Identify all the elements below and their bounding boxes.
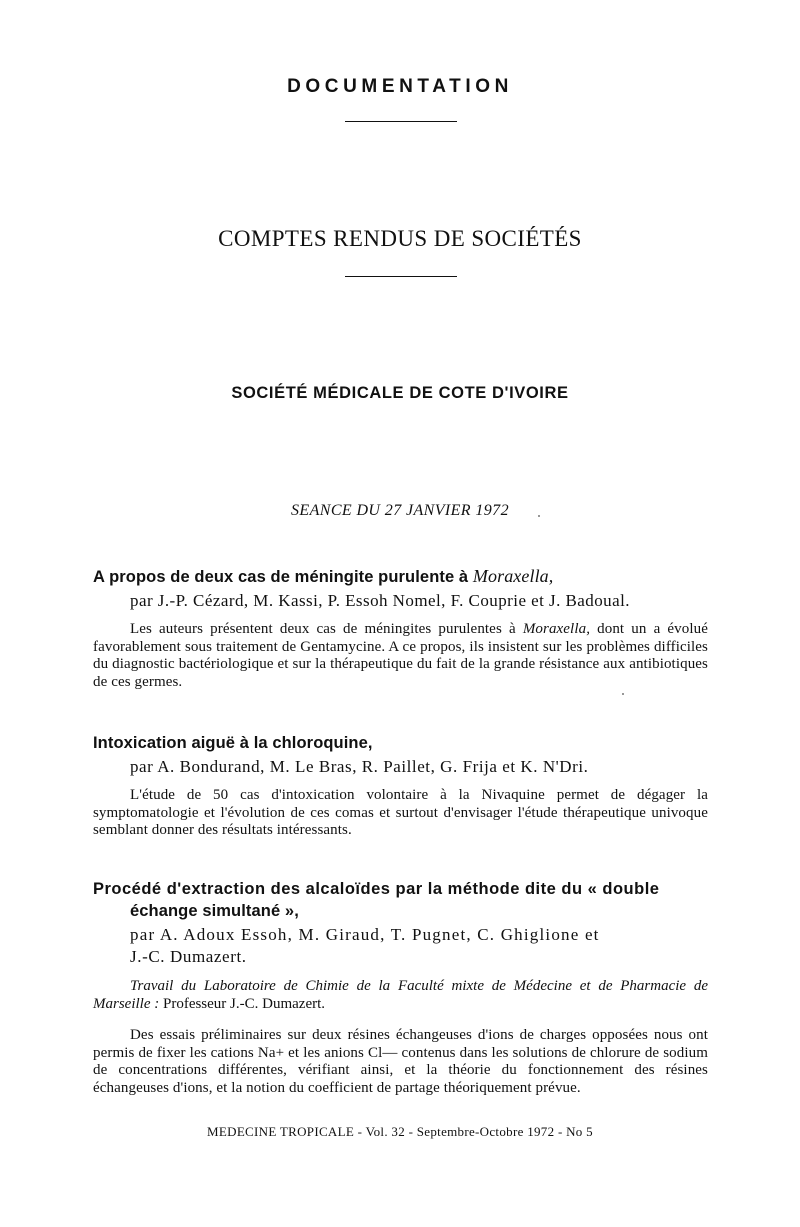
society-heading: SOCIÉTÉ MÉDICALE DE COTE D'IVOIRE (231, 384, 569, 402)
journal-footer: MEDECINE TROPICALE - Vol. 32 - Septembre-Octobre 1972 - No 5 (207, 1124, 593, 1139)
article-3-authors-line1: par A. Adoux Essoh, M. Giraud, T. Pugnet, C. Ghiglione et (130, 925, 600, 944)
rule-2 (345, 276, 457, 277)
seance-date: SEANCE DU 27 JANVIER 1972 (291, 502, 509, 519)
article-3-laboratory: Travail du Laboratoire de Chimie de la Faculté mixte de Médecine et de Pharmacie de Marseille : Professeur J.-C. Dumazert. (93, 978, 708, 1012)
article-3-title-line1: Procédé d'extraction des alcaloïdes par la méthode dite du « double (93, 880, 660, 898)
article-3-authors-line2: J.-C. Dumazert. (130, 947, 247, 966)
article-2-title: Intoxication aiguë à la chloroquine, (93, 734, 373, 752)
article-1-abstract: Les auteurs présentent deux cas de méningites purulentes à Moraxella, dont un a évolué favorablement sous traitement de Gentamycine. A ce propos, ils insistent sur les problèmes difficiles du diagnostic bactériologique et sur la thérapeutique du fait de la grande résistance aux antibiotiques de ces germes. (93, 621, 708, 690)
article-1 (93, 565, 708, 691)
print-speck (622, 693, 624, 695)
article-1-title: A propos de deux cas de méningite purulente à Moraxella, (93, 566, 554, 586)
article-3-abstract: Des essais préliminaires sur deux résines échangeuses d'ions de charges opposées nous ont permis de fixer les cations Na+ et les anions Cl— contenus dans les solutions de chlorure de sodium de concentrations différentes, vérifiant ainsi, et la théorie du fonctionnement des résines échangeuses d'ions, et la notion du coefficient de partage théoriquement prévue. (93, 1027, 708, 1096)
section-heading: COMPTES RENDUS DE SOCIÉTÉS (218, 226, 582, 251)
article-2 (93, 732, 708, 840)
article-3-title-line2: échange simultané », (130, 902, 299, 920)
article-3 (93, 878, 708, 1097)
documentation-heading: DOCUMENTATION (287, 76, 513, 97)
article-1-authors: par J.-P. Cézard, M. Kassi, P. Essoh Nomel, F. Couprie et J. Badoual. (130, 591, 630, 610)
print-speck (538, 515, 540, 517)
article-2-authors: par A. Bondurand, M. Le Bras, R. Paillet, G. Frija et K. N'Dri. (130, 757, 589, 776)
article-2-abstract: L'étude de 50 cas d'intoxication volontaire à la Nivaquine permet de dégager la symptomatologie et l'évolution de ces comas et surtout d'envisager l'étude thérapeutique univoque semblant donner des résultats intéressants. (93, 787, 708, 838)
rule-1 (345, 121, 457, 122)
